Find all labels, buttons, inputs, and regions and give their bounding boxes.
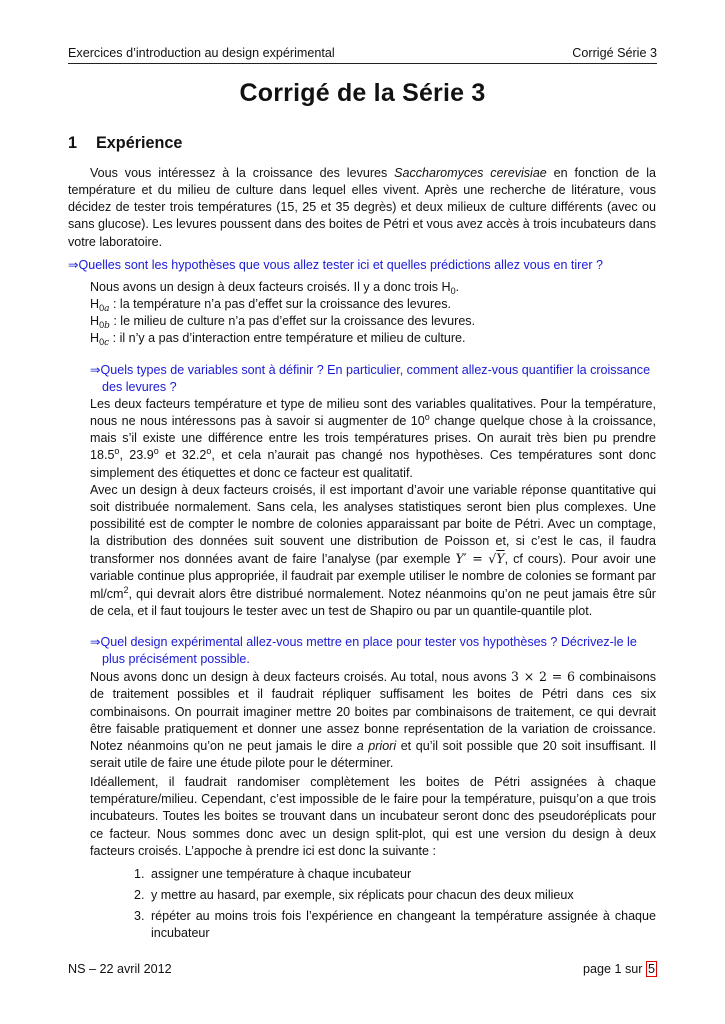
list-item: 1. assigner une température à chaque incubateur [148, 866, 656, 883]
answer-1 [90, 279, 656, 348]
answer-3-paragraph-2: Idéallement, il faudrait randomiser complètement les boites de Pétri assignées à chaque température/milieu. Cependant, c’est impossible de le faire pour la température, puisqu’on a que trois incubateurs. Toutes les boites se trouvant dans un incubateur seront donc des pseudoréplicats pour ce facteur. Nous sommes donc avec un design split-plot, qui est une version du design à deux facteurs croisés. L’appoche à prendre ici est donc la suivante : [90, 775, 656, 858]
question-2[interactable] [68, 362, 656, 396]
hypothesis-a: $H_{0a}$ : la température n’a pas d’effet sur la croissance des levures. [90, 297, 451, 315]
header-right: Corrigé Série 3 [572, 46, 657, 60]
answer-2 [90, 396, 656, 620]
question-1[interactable] [68, 257, 656, 274]
page-number: page 1 sur 5 [582, 962, 655, 976]
answer-3-paragraph-1: Nous avons donc un design à deux facteurs croisés. Au total, nous avons 3 × 2 = 6 combinaisons de traitement possibles et il faudrait répliquer suffisament les boites de Pétri dans ces six combinaisons. On pourrait imaginer mettre 20 boites par combinaisons de traitement, ce qui devrait être faisable pratiquement et donner une assez bonne représentation de la variation de croissance. Notez néanmoins qu’on ne peut jamais le dire a priori et qu’il soit possible que 20 soit insuffisant. Il serait utile de faire une étude pilote pour le déterminer. [90, 669, 657, 770]
section-title: Expérience [96, 134, 183, 152]
answer-2-paragraph-2: Avec un design à deux facteurs croisés, il est important d’avoir une variable réponse quantitative qui soit distribuée normalement. Sans cela, les analyses statistiques seront bien plus complexes. Une possibilité est de compter le nombre de colonies apparaissant par boite de Pétri. Avec un comptage, la distribution des données suit souvent une distribution de Poisson et, si c’est le cas, il faudra transformer nos données avant de faire l’analyse (par exemple Y′ = √Y, cf cours). Pour avoir une variable continue plus appropriée, il faudrait par exemple utiliser le nombre de colonies se formant par $ml/cm^2$, qui devrait alors être distribué normalement. Notez néanmoins qu’on ne peut jamais être sûr de cela, et il faut toujours le tester avec un test de Shapiro ou par un quantile-quantile plot. [90, 482, 656, 618]
section-number: 1 [68, 134, 78, 152]
section-heading [68, 134, 182, 153]
hypotheses-intro: Nous avons un design à deux facteurs croisés. Il y a donc trois $H_0$. [90, 279, 460, 296]
hypothesis-b: $H_{0b}$ : le milieu de culture n’a pas d’effet sur la croissance des levures. [90, 314, 476, 332]
question-2-text: Quels types de variables sont à définir ? En particulier, comment allez-vous quantifier la croissance des levures ? [100, 362, 651, 394]
intro-paragraph [68, 165, 656, 251]
arrow-icon: ⇒ [68, 257, 79, 272]
arrow-icon: ⇒ [90, 362, 101, 377]
main-content [68, 165, 656, 947]
answer-2-paragraph-1: Les deux facteurs température et type de milieu sont des variables qualitatives. Pour la température, nous ne nous intéressons pas à savoir si augmenter de 10$^o$ change quelque chose à la croissance, mais s’il existe une différence entre les trois températures prises. On aurait très bien pu prendre 18.5$^o$, 23.9$^o$ et 32.2$^o$, et cela n’aurait pas changé nos hypothèses. Ces températures sont donc simplement des étiquettes et donc ce facteur est qualitatif. [90, 396, 656, 480]
list-item: 2. y mettre au hasard, par exemple, six réplicats pour chacun des deux milieux [148, 887, 656, 904]
formula-combinations: 3 × 2 = 6 [510, 669, 576, 685]
list-item: 3. répéter au moins trois fois l’expérience en changeant la température assignée à chaque incubateur [148, 908, 656, 942]
question-3-text: Quel design expérimental allez-vous mettre en place pour tester vos hypothèses ? Décrivez-le le plus précisément possible. [100, 634, 637, 667]
intro-text-2: en fonction de la température et du milieu de culture dans lequel elles vivent. Après une recherche de litérature, vous décidez de tester trois températures (15, 25 et 35 degrès) et deux milieux de culture différents (avec ou sans glucose). Les levures poussent dans des boites de Pétri et vous avez accès à trois incubateurs dans votre laboratoire. [68, 166, 656, 249]
question-3[interactable] [68, 634, 656, 668]
steps-list [90, 866, 656, 943]
total-pages-link[interactable]: 5 [647, 962, 655, 976]
answer-3 [90, 668, 656, 942]
page-title: Corrigé de la Série 3 [239, 79, 486, 107]
question-1-text: Quelles sont les hypothèses que vous allez tester ici et quelles prédictions allez vous en tirer ? [78, 257, 603, 272]
intro-text-1: Vous vous intéressez à la croissance des levures [90, 166, 395, 180]
species-name: Saccharomyces cerevisiae [394, 166, 547, 180]
formula-lhs: Y′ [455, 551, 467, 567]
footer-date: NS – 22 avril 2012 [68, 962, 172, 976]
hypothesis-c: $H_{0c}$ : il n’y a pas d’interaction entre température et milieu de culture. [90, 331, 466, 349]
header-left: Exercices d’introduction au design expérimental [68, 46, 335, 60]
sqrt-icon: √ [488, 551, 497, 567]
arrow-icon: ⇒ [90, 634, 101, 649]
running-header [68, 40, 657, 64]
page-footer [68, 962, 657, 976]
